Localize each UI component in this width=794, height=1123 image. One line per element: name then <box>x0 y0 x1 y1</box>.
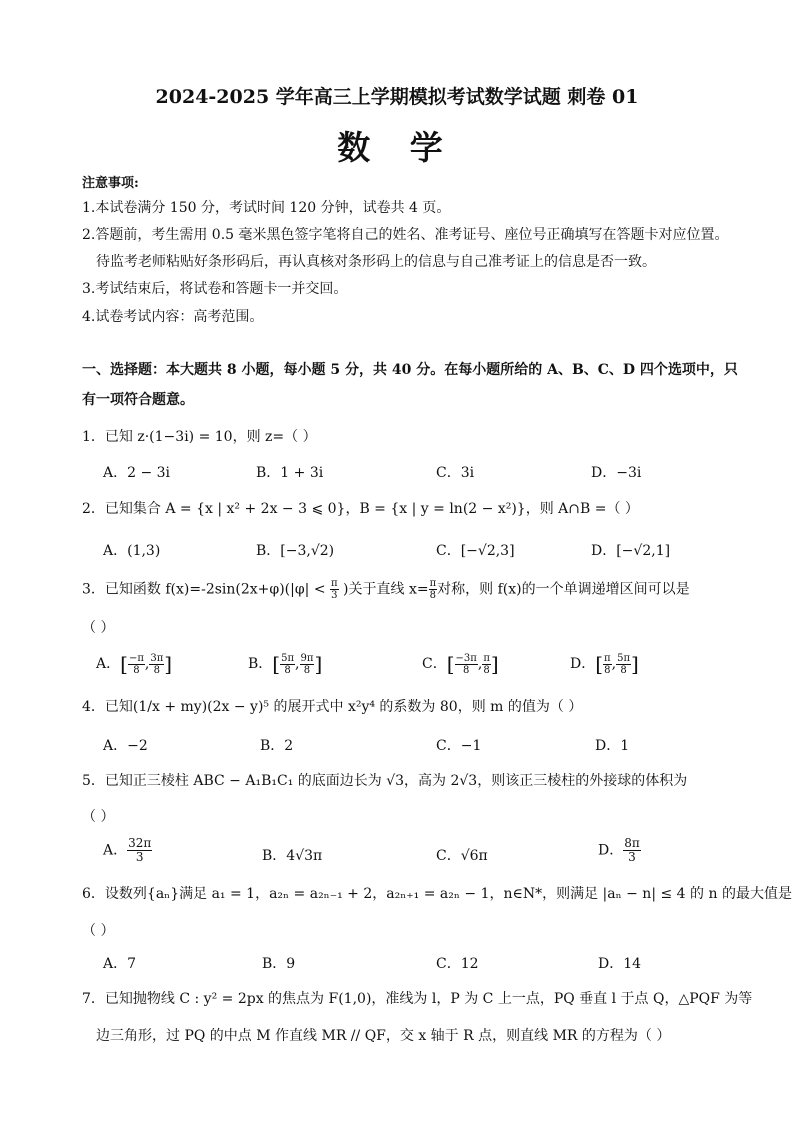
option-c: C．[−√2,3] <box>436 543 515 559</box>
option-a: A．[ $\frac{-\pi}{8}$ , $\frac{3\pi}{8}$ ] <box>96 652 173 676</box>
option-d: D．1 <box>595 738 630 754</box>
option-d: D．[−√2,1] <box>591 543 671 559</box>
fraction: $\frac{\pi}{3}$ <box>331 578 338 601</box>
q3-text-c: 对称，则 f(x)的一个单调递增区间可以是 <box>437 581 690 598</box>
note-item: 4.试卷考试内容：高考范围。 <box>82 309 264 325</box>
option-c: C．3i <box>436 465 475 481</box>
option-b: B．[−3,√2) <box>256 543 335 559</box>
question-3 <box>82 578 690 601</box>
option-b: B．4√3π <box>262 848 323 864</box>
note-item: 2.答题前，考生需用 0.5 毫米黑色签字笔将自己的姓名、准考证号、座位号正确填写在答题卡对应位置。 <box>82 227 729 243</box>
option-c: C．12 <box>436 956 479 972</box>
option-b: B．1 + 3i <box>256 465 324 481</box>
option-c: C．−1 <box>436 738 482 754</box>
question-1: 1．已知 z·(1−3i) = 10，则 z=（ ） <box>82 429 317 445</box>
section-heading-cont: 有一项符合题意。 <box>82 392 194 408</box>
fraction: $\frac{\pi}{8}$ <box>429 578 437 601</box>
option-a: A．2 − 3i <box>103 465 171 481</box>
option-d: D．−3i <box>591 465 642 481</box>
option-a: A．−2 <box>103 738 148 754</box>
option-c: C．√6π <box>436 848 488 864</box>
answer-blank: （ ） <box>82 923 115 939</box>
section-heading: 一、选择题：本大题共 8 小题，每小题 5 分，共 40 分。在每小题所给的 A、B、C、D 四个选项中，只 <box>82 362 738 378</box>
note-item: 待监考老师粘贴好条形码后，再认真核对条形码上的信息与自己准考证上的信息是否一致。 <box>96 254 656 270</box>
option-a: A． $\frac{32\pi}{3}$ <box>103 836 152 864</box>
option-a: A．(1,3) <box>103 543 161 559</box>
question-5: 5．已知正三棱柱 ABC − A₁B₁C₁ 的底面边长为 √3，高为 2√3，则该正三棱柱的外接球的体积为 <box>82 773 688 789</box>
option-b: B．[ $\frac{5\pi}{8}$ , $\frac{9\pi}{8}$ ] <box>248 652 323 676</box>
option-c: C．[ $\frac{-3\pi}{8}$ , $\frac{\pi}{8}$ ] <box>422 652 499 676</box>
question-6: 6．设数列{aₙ}满足 a₁ = 1，a₂ₙ = a₂ₙ₋₁ + 2，a₂ₙ₊₁ = a₂ₙ − 1，n∈N*，则满足 |aₙ − n| ≤ 4 的 n 的最大值是 <box>82 886 792 902</box>
subject-title: 数 学 <box>337 128 457 167</box>
option-d: D．[ $\frac{\pi}{8}$ , $\frac{5\pi}{8}$ ] <box>570 652 639 676</box>
answer-blank: （ ） <box>82 809 115 825</box>
note-item: 1.本试卷满分 150 分，考试时间 120 分钟，试卷共 4 页。 <box>82 200 451 216</box>
answer-blank: （ ） <box>82 620 115 636</box>
option-d: D．14 <box>598 956 642 972</box>
note-item: 3.考试结束后，将试卷和答题卡一并交回。 <box>82 281 348 297</box>
option-d: D． $\frac{8\pi}{3}$ <box>598 836 640 864</box>
q3-text-a: 3．已知函数 f(x)=-2sin(2x+φ)(|φ| < <box>82 581 326 598</box>
exam-title: 2024-2025 学年高三上学期模拟考试数学试题 刺卷 01 <box>155 86 639 108</box>
q3-text-b: )关于直线 x= <box>343 581 429 598</box>
question-4: 4．已知(1/x + my)(2x − y)⁵ 的展开式中 x²y⁴ 的系数为 80，则 m 的值为（ ） <box>82 699 583 715</box>
question-7-cont: 边三角形，过 PQ 的中点 M 作直线 MR // QF，交 x 轴于 R 点，则直线 MR 的方程为（ ） <box>96 1028 671 1044</box>
notes-heading: 注意事项: <box>82 176 139 191</box>
question-2: 2．已知集合 A = {x | x² + 2x − 3 ⩽ 0}，B = {x | y = ln(2 − x²)}，则 A∩B =（ ） <box>82 501 639 517</box>
question-7: 7．已知抛物线 C : y² = 2px 的焦点为 F(1,0)，准线为 l，P 为 C 上一点，PQ 垂直 l 于点 Q，△PQF 为等 <box>82 991 753 1007</box>
option-a: A．7 <box>103 956 137 972</box>
option-b: B．9 <box>262 956 296 972</box>
option-b: B．2 <box>260 738 294 754</box>
